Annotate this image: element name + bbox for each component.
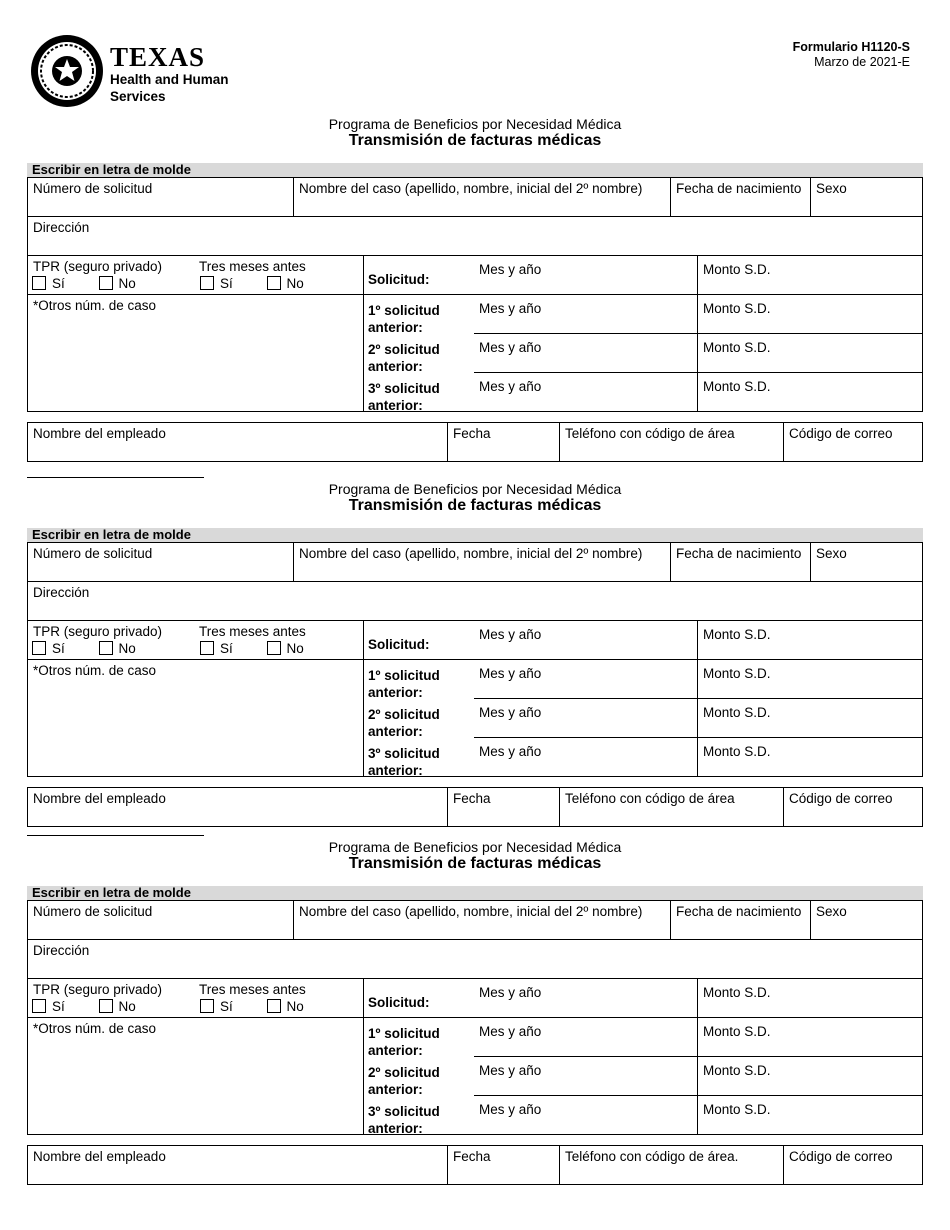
amount-label: Monto S.D. <box>703 985 771 1000</box>
mail-code-label: Código de correo <box>789 791 893 806</box>
divider <box>474 372 923 373</box>
employee-name-field[interactable] <box>27 787 448 827</box>
employee-name-field[interactable] <box>27 1145 448 1185</box>
employee-name-label: Nombre del empleado <box>33 426 166 441</box>
section-title: Transmisión de facturas médicas <box>348 855 602 872</box>
other-case-label: *Otros núm. de caso <box>33 298 157 313</box>
program-subtitle: Programa de Beneficios por Necesidad Médica <box>328 839 622 855</box>
date-field[interactable] <box>447 422 560 462</box>
other-case-label: *Otros núm. de caso <box>33 663 157 678</box>
prior-2-label: 2º solicitud anterior: <box>368 707 440 739</box>
amount-label: Monto S.D. <box>703 301 771 316</box>
application-number-label: Número de solicitud <box>33 181 153 196</box>
tpr-no-label: No <box>118 999 136 1014</box>
phone-field[interactable] <box>559 422 784 462</box>
divider <box>697 255 698 295</box>
birth-date-field[interactable] <box>670 542 811 582</box>
case-name-label: Nombre del caso (apellido, nombre, inicial del 2º nombre) <box>299 904 643 919</box>
texas-seal-icon <box>30 34 104 108</box>
date-label: Fecha <box>453 1149 491 1164</box>
phone-field[interactable] <box>559 787 784 827</box>
three-months-label: Tres meses antes <box>199 259 306 274</box>
month-year-label: Mes y año <box>479 379 542 394</box>
amount-label: Monto S.D. <box>703 262 771 277</box>
phone-label: Teléfono con código de área <box>565 426 735 441</box>
three-months-yes-checkbox[interactable] <box>200 641 214 655</box>
divider <box>697 294 698 412</box>
date-label: Fecha <box>453 791 491 806</box>
amount-label: Monto S.D. <box>703 1102 771 1117</box>
sex-label: Sexo <box>816 904 847 919</box>
tpr-label: TPR (seguro privado) <box>33 624 163 639</box>
divider <box>474 737 923 738</box>
month-year-label: Mes y año <box>479 744 542 759</box>
application-number-label: Número de solicitud <box>33 546 153 561</box>
application-label: Solicitud: <box>368 995 430 1010</box>
divider <box>697 620 698 660</box>
prior-1-label: 1º solicitud anterior: <box>368 668 440 700</box>
divider <box>474 1095 923 1096</box>
prior-3-label: 3º solicitud anterior: <box>368 381 440 413</box>
month-year-label: Mes y año <box>479 262 542 277</box>
tpr-options <box>32 276 136 291</box>
address-field[interactable] <box>27 939 923 979</box>
sex-label: Sexo <box>816 181 847 196</box>
other-case-label: *Otros núm. de caso <box>33 1021 157 1036</box>
print-instruction-band: Escribir en letra de molde <box>27 163 923 177</box>
employee-name-label: Nombre del empleado <box>33 791 166 806</box>
sex-field[interactable] <box>810 542 923 582</box>
birth-date-field[interactable] <box>670 900 811 940</box>
amount-label: Monto S.D. <box>703 627 771 642</box>
case-name-field[interactable] <box>293 542 671 582</box>
three-months-no-label: No <box>286 999 304 1014</box>
prior-1-label: 1º solicitud anterior: <box>368 1026 440 1058</box>
separator-line <box>27 477 204 478</box>
birth-date-field[interactable] <box>670 177 811 217</box>
case-name-label: Nombre del caso (apellido, nombre, inicial del 2º nombre) <box>299 181 643 196</box>
mail-code-field[interactable] <box>783 787 923 827</box>
application-row <box>363 620 923 660</box>
phone-label: Teléfono con código de área <box>565 791 735 806</box>
application-number-field[interactable] <box>27 177 294 217</box>
mail-code-label: Código de correo <box>789 1149 893 1164</box>
address-label: Dirección <box>33 220 90 235</box>
prior-3-label: 3º solicitud anterior: <box>368 746 440 778</box>
tpr-no-label: No <box>118 641 136 656</box>
month-year-label: Mes y año <box>479 985 542 1000</box>
month-year-label: Mes y año <box>479 705 542 720</box>
amount-label: Monto S.D. <box>703 1063 771 1078</box>
application-row <box>363 255 923 295</box>
form-section-2 <box>27 481 923 826</box>
logo-health: Health and Human <box>110 72 229 87</box>
date-field[interactable] <box>447 1145 560 1185</box>
application-number-field[interactable] <box>27 542 294 582</box>
three-months-no-checkbox[interactable] <box>267 999 281 1013</box>
tpr-yes-label: Sí <box>52 999 65 1014</box>
month-year-label: Mes y año <box>479 340 542 355</box>
tpr-label: TPR (seguro privado) <box>33 982 163 997</box>
form-number: Formulario H1120-S <box>792 40 910 54</box>
prior-3-label: 3º solicitud anterior: <box>368 1104 440 1136</box>
month-year-label: Mes y año <box>479 666 542 681</box>
tpr-yes-label: Sí <box>52 641 65 656</box>
three-months-label: Tres meses antes <box>199 982 306 997</box>
divider <box>697 978 698 1018</box>
tpr-label: TPR (seguro privado) <box>33 259 163 274</box>
address-field[interactable] <box>27 581 923 621</box>
logo-services: Services <box>110 89 166 104</box>
tpr-options <box>32 999 136 1014</box>
mail-code-field[interactable] <box>783 1145 923 1185</box>
birth-date-label: Fecha de nacimiento <box>676 181 802 196</box>
address-field[interactable] <box>27 216 923 256</box>
three-months-yes-label: Sí <box>220 641 233 656</box>
three-months-no-label: No <box>286 276 304 291</box>
prior-applications-block <box>363 659 923 777</box>
application-row <box>363 978 923 1018</box>
date-field[interactable] <box>447 787 560 827</box>
form-section-3 <box>27 839 923 1184</box>
amount-label: Monto S.D. <box>703 1024 771 1039</box>
amount-label: Monto S.D. <box>703 379 771 394</box>
month-year-label: Mes y año <box>479 1063 542 1078</box>
tpr-options <box>32 641 136 656</box>
address-label: Dirección <box>33 943 90 958</box>
mail-code-label: Código de correo <box>789 426 893 441</box>
address-label: Dirección <box>33 585 90 600</box>
three-months-no-checkbox[interactable] <box>267 276 281 290</box>
month-year-label: Mes y año <box>479 301 542 316</box>
form-date: Marzo de 2021-E <box>814 55 910 69</box>
amount-label: Monto S.D. <box>703 744 771 759</box>
three-months-options <box>200 641 304 656</box>
divider <box>474 698 923 699</box>
tpr-yes-checkbox[interactable] <box>32 276 46 290</box>
case-name-field[interactable] <box>293 900 671 940</box>
three-months-no-label: No <box>286 641 304 656</box>
prior-applications-block <box>363 1017 923 1135</box>
tpr-no-checkbox[interactable] <box>99 641 113 655</box>
month-year-label: Mes y año <box>479 1024 542 1039</box>
prior-applications-block <box>363 294 923 412</box>
other-case-numbers-field[interactable] <box>27 294 364 412</box>
divider <box>697 1017 698 1135</box>
divider <box>474 333 923 334</box>
three-months-no-checkbox[interactable] <box>267 641 281 655</box>
month-year-label: Mes y año <box>479 1102 542 1117</box>
tpr-yes-checkbox[interactable] <box>32 999 46 1013</box>
tpr-no-label: No <box>118 276 136 291</box>
section-title: Transmisión de facturas médicas <box>348 132 602 149</box>
sex-label: Sexo <box>816 546 847 561</box>
form-identifier <box>793 40 910 70</box>
date-label: Fecha <box>453 426 491 441</box>
prior-2-label: 2º solicitud anterior: <box>368 1065 440 1097</box>
section-title: Transmisión de facturas médicas <box>348 497 602 514</box>
logo-texas: TEXAS <box>110 42 206 72</box>
program-subtitle: Programa de Beneficios por Necesidad Médica <box>328 116 622 132</box>
form-section-1 <box>27 116 923 461</box>
prior-2-label: 2º solicitud anterior: <box>368 342 440 374</box>
employee-name-label: Nombre del empleado <box>33 1149 166 1164</box>
application-label: Solicitud: <box>368 272 430 287</box>
sex-field[interactable] <box>810 900 923 940</box>
tpr-no-checkbox[interactable] <box>99 999 113 1013</box>
amount-label: Monto S.D. <box>703 340 771 355</box>
three-months-yes-checkbox[interactable] <box>200 276 214 290</box>
tpr-no-checkbox[interactable] <box>99 276 113 290</box>
three-months-options <box>200 276 304 291</box>
birth-date-label: Fecha de nacimiento <box>676 904 802 919</box>
tpr-yes-checkbox[interactable] <box>32 641 46 655</box>
divider <box>474 1056 923 1057</box>
separator-line <box>27 835 204 836</box>
three-months-label: Tres meses antes <box>199 624 306 639</box>
three-months-yes-label: Sí <box>220 276 233 291</box>
divider <box>697 659 698 777</box>
application-number-field[interactable] <box>27 900 294 940</box>
three-months-yes-label: Sí <box>220 999 233 1014</box>
phone-label: Teléfono con código de área. <box>565 1149 739 1164</box>
hhs-logo <box>30 34 230 108</box>
birth-date-label: Fecha de nacimiento <box>676 546 802 561</box>
amount-label: Monto S.D. <box>703 705 771 720</box>
three-months-yes-checkbox[interactable] <box>200 999 214 1013</box>
amount-label: Monto S.D. <box>703 666 771 681</box>
phone-field[interactable] <box>559 1145 784 1185</box>
program-subtitle: Programa de Beneficios por Necesidad Médica <box>328 481 622 497</box>
employee-name-field[interactable] <box>27 422 448 462</box>
month-year-label: Mes y año <box>479 627 542 642</box>
case-name-label: Nombre del caso (apellido, nombre, inicial del 2º nombre) <box>299 546 643 561</box>
print-instruction-band: Escribir en letra de molde <box>27 528 923 542</box>
three-months-options <box>200 999 304 1014</box>
tpr-yes-label: Sí <box>52 276 65 291</box>
prior-1-label: 1º solicitud anterior: <box>368 303 440 335</box>
sex-field[interactable] <box>810 177 923 217</box>
other-case-numbers-field[interactable] <box>27 1017 364 1135</box>
application-label: Solicitud: <box>368 637 430 652</box>
other-case-numbers-field[interactable] <box>27 659 364 777</box>
application-number-label: Número de solicitud <box>33 904 153 919</box>
case-name-field[interactable] <box>293 177 671 217</box>
mail-code-field[interactable] <box>783 422 923 462</box>
print-instruction-band: Escribir en letra de molde <box>27 886 923 900</box>
